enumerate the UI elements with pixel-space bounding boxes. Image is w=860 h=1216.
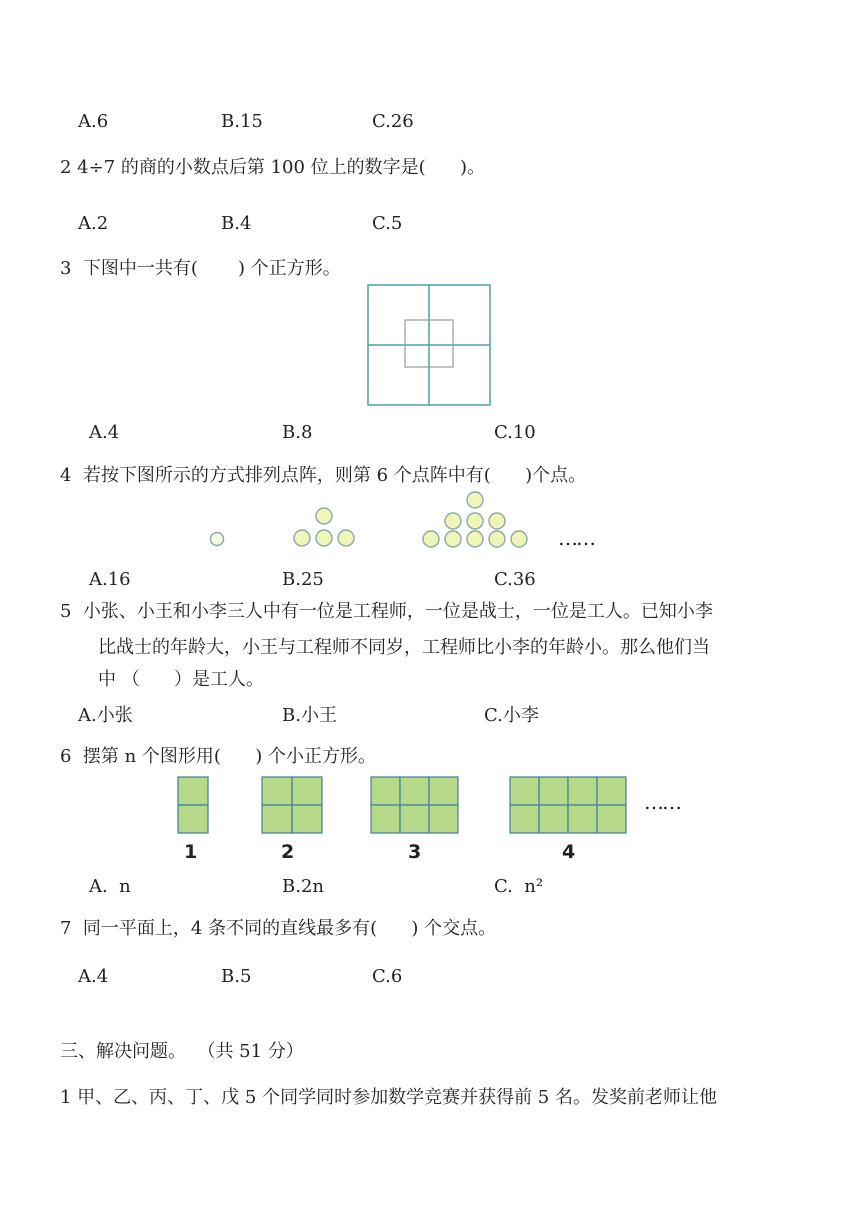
small-square xyxy=(292,805,322,833)
q2-option-b: B.4 xyxy=(221,213,252,234)
small-square xyxy=(510,777,539,805)
small-square xyxy=(262,777,292,805)
q1-option-a: A.6 xyxy=(78,111,109,132)
section-3-title: 三、解决问题。 （共 51 分） xyxy=(60,1041,304,1062)
q3-option-b: B.8 xyxy=(282,422,313,443)
dot xyxy=(338,530,354,546)
q3-text: 3 下图中一共有( ) 个正方形。 xyxy=(60,258,341,279)
q2-option-c: C.5 xyxy=(372,213,403,234)
dot xyxy=(423,531,439,547)
small-square xyxy=(568,777,597,805)
q6-text: 6 摆第 n 个图形用( ) 个小正方形。 xyxy=(60,746,377,767)
small-square xyxy=(400,777,429,805)
q5-option-a: A.小张 xyxy=(78,705,133,726)
q6-label-1: 1 xyxy=(184,841,198,863)
q4-dot-pattern-2 xyxy=(292,506,356,548)
problem-1-text: 1 甲、乙、丙、丁、戊 5 个同学同时参加数学竞赛并获得前 5 名。发奖前老师让他 xyxy=(60,1087,717,1108)
small-square xyxy=(371,805,400,833)
q5-line-1: 5 小张、小王和小李三人中有一位是工程师，一位是战士，一位是工人。已知小李 xyxy=(60,601,713,622)
q6-figure-1 xyxy=(177,776,209,834)
q6-option-c: C. n² xyxy=(494,876,544,897)
q5-option-c: C.小李 xyxy=(484,705,539,726)
q4-dot-pattern-3 xyxy=(420,490,530,550)
q3-squares-figure xyxy=(366,283,492,407)
small-square xyxy=(178,777,208,805)
q6-figure-4 xyxy=(509,776,627,834)
dot xyxy=(294,530,310,546)
small-square xyxy=(400,805,429,833)
small-square xyxy=(597,805,626,833)
q6-label-2: 2 xyxy=(281,841,295,863)
small-square xyxy=(539,777,568,805)
q7-option-b: B.5 xyxy=(221,966,252,987)
q1-option-c: C.26 xyxy=(372,111,414,132)
q5-line-2: 比战士的年龄大，小王与工程师不同岁，工程师比小李的年龄小。那么他们当 xyxy=(98,637,710,658)
small-square xyxy=(568,805,597,833)
q6-figure-2 xyxy=(261,776,323,834)
q2-option-a: A.2 xyxy=(78,213,109,234)
q6-option-b: B.2n xyxy=(282,876,324,897)
small-square xyxy=(597,777,626,805)
small-square xyxy=(510,805,539,833)
q5-line-3: 中 （ ）是工人。 xyxy=(98,669,265,690)
dot xyxy=(445,531,461,547)
q4-option-c: C.36 xyxy=(494,569,536,590)
dot xyxy=(467,531,483,547)
q1-option-b: B.15 xyxy=(221,111,263,132)
dot xyxy=(489,513,505,529)
small-square xyxy=(371,777,400,805)
q5-option-b: B.小王 xyxy=(282,705,337,726)
dot xyxy=(445,513,461,529)
q6-ellipsis: …… xyxy=(644,790,680,814)
dot xyxy=(467,492,483,508)
q4-text: 4 若按下图所示的方式排列点阵，则第 6 个点阵中有( )个点。 xyxy=(60,465,587,486)
small-square xyxy=(539,805,568,833)
q6-label-4: 4 xyxy=(562,841,576,863)
q6-figure-3 xyxy=(370,776,460,834)
q6-option-a: A. n xyxy=(89,876,131,897)
q7-option-c: C.6 xyxy=(372,966,403,987)
small-square xyxy=(262,805,292,833)
q6-label-3: 3 xyxy=(408,841,422,863)
q3-option-c: C.10 xyxy=(494,422,536,443)
q2-text: 2 4÷7 的商的小数点后第 100 位上的数字是( )。 xyxy=(60,157,486,178)
q4-option-a: A.16 xyxy=(89,569,131,590)
q4-ellipsis: …… xyxy=(558,526,594,550)
q7-option-a: A.4 xyxy=(78,966,109,987)
q7-text: 7 同一平面上，4 条不同的直线最多有( ) 个交点。 xyxy=(60,918,497,939)
q4-option-b: B.25 xyxy=(282,569,324,590)
dot xyxy=(467,513,483,529)
small-square xyxy=(429,777,458,805)
small-square xyxy=(292,777,322,805)
small-square xyxy=(429,805,458,833)
q4-dot-pattern-1 xyxy=(208,530,228,550)
dot xyxy=(211,533,224,546)
dot xyxy=(489,531,505,547)
dot xyxy=(316,508,332,524)
dot xyxy=(511,531,527,547)
q3-option-a: A.4 xyxy=(89,422,120,443)
dot xyxy=(316,530,332,546)
small-square xyxy=(178,805,208,833)
